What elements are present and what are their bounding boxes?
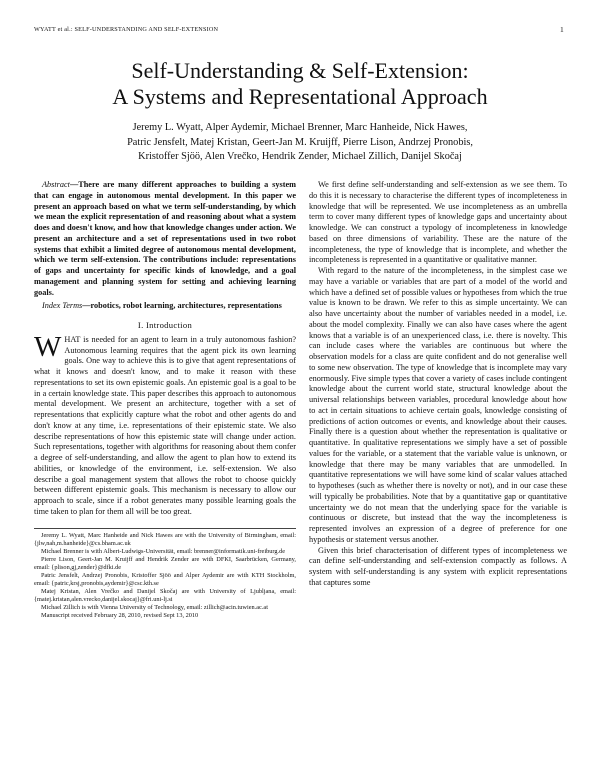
index-terms [34,301,296,312]
footnote: Patric Jensfelt, Andrzej Pronobis, Kristoffer Sjöö and Alper Aydemir are with KTH Stockholm, email: {patric,krsj,pronobis,aydemir}@csc.kth.se [34,571,296,588]
drop-cap: W [34,330,62,363]
footnote: Michael Zillich is with Vienna University of Technology, email: zillich@acin.tuwien.ac.at [41,604,268,612]
section-heading: I. Introduction [137,320,193,330]
footnote: Jeremy L. Wyatt, Marc Hanheide and Nick Hawes are with the University of Birmingham, email: {jlw,nah,m.hanheide}@cs.bham.ac.uk [34,531,296,547]
body-paragraph: Given this brief characterisation of different types of incompleteness we can define self-understanding and self-extension compactly as follows. A system with self-understanding is any system with explicit representations that captures some [309,545,567,587]
footnote: Matej Kristan, Alen Vrečko and Danijel Skočaj are with University of Ljubljana, email: {matej.kristan,alen.vrecko,danijel.skocaj}@fri.uni-lj.si [34,588,296,604]
paper-title-line-1: Self-Understanding & Self-Extension: [131,58,469,83]
intro-paragraph [34,330,296,518]
index-terms-text: —robotics, robot learning, architectures, representations [82,301,282,311]
paper-title-line-2: A Systems and Representational Approach [112,84,488,109]
footnote: Manuscript received February 28, 2010, revised Sept 13, 2010 [41,612,199,620]
abstract-text: —There are many different approaches to building a system that can engage in autonomous mental development. In this paper we present an approach based on what we term self-understanding, by which we mean the explicit representation of and reasoning about what a system does and doesn't know, and how that knowledge changes under action. We present an architecture and a set of representations used in two robot systems that exhibit a limited degree of autonomous mental development, which we term self-extension. The contributions include: representations of gaps and uncertainty for specific kinds of knowledge, and a goal management and planning system for setting and achieving learning goals. [34,180,296,297]
footnotes [34,528,296,621]
author-line: Jeremy L. Wyatt, Alper Aydemir, Michael Brenner, Marc Hanheide, Nick Hawes, [132,122,468,133]
intro-text: HAT is needed for an agent to learn in a truly autonomous fashion? Autonomous learning requires that the agent pick its own learning goals. One way to achieve this is to give that agent representations of what it knows and doesn't know, and to make it reason with these representations to set its own epistemic goals. An epistemic goal is a goal to be in a certain knowledge state. This paper describes this approach to autonomous mental development. We present an architecture, together with a set of representations that explicitly capture what the robot and other agents do and don't know at any time, i.e. representations of their epistemic state. We also describe representations of how this epistemic state will change under action. Such representations, together with algorithms for reasoning about them confer a degree of self-understanding, and allow the agent to plan how to extend its abilities, or knowledge of the environment, i.e. self-extension. We also describe a goal management system that allows the robot to choose quickly between different epistemic goals. This mechanism is necessary to allow our approach to scale, since if a robot generates many possible learning goals the time taken to plan for them all will be too great. [34,334,296,516]
running-head: WYATT et al.: SELF-UNDERSTANDING AND SELF-EXTENSION [34,26,219,33]
body-paragraph: We first define self-understanding and self-extension as we see them. To do this it is necessary to characterise the different types of incompleteness in knowledge that will be represented. We use incompleteness as an umbrella term to cover many different types of knowledge gaps and uncertainty about knowledge. We can construct a typology of incompleteness in knowledge based on three dimensions of variability. These are the nature of the incompleteness, the type of knowledge that is incomplete, and whether the incompleteness is represented in a quantitative or qualitative manner. [309,180,567,265]
left-column [34,180,296,621]
author-line: Patric Jensfelt, Matej Kristan, Geert-Jan M. Kruijff, Pierre Lison, Andrzej Pronobis, [127,136,473,148]
author-list [40,121,560,165]
index-terms-label: Index Terms [42,301,83,311]
footnote: Pierre Lison, Geert-Jan M. Kruijff and Hendrik Zender are with DFKI, Saarbrücken, Germany, email: {plison,gj,zender}@dfki.de [34,555,296,571]
abstract [34,180,296,298]
right-column [309,180,567,589]
page-number: 1 [560,25,564,34]
abstract-label: Abstract [42,180,70,189]
body-paragraph: With regard to the nature of the incompleteness, in the simplest case we may have a variable or variables that are part of a model of the world and which have a defined set of possible values or hypotheses from which the true value is known to be drawn. We refer to this as simple uncertainty. We can also have uncertainty about the number of variables needed in a model, i.e. about the model complexity. Finally we can also have cases where the agent knows that a variable is of an unexperienced class, i.e. there is novelty. This can include cases where the variables are continuous but where the observation models for a class are quite confident and do not generalise well to some new observation. The type of knowledge that is incomplete may vary enormously. Five simple types that cover a variety of cases include contingent knowledge about the current world state, structural knowledge about the universal relationships between variables, procedural knowledge about how to act in certain situations to achieve certain goals, knowledge consisting of predictions of action outcomes or events, and knowledge about their causes. Finally there is a question about whether the representation is qualitative or quantitative. In qualitative representations we simply have a set of possible values for the variable, or a statement that the variable value is unknown, or knowledge that there may be many variables that are unmodelled. In quantitative representations we will have some kind of scalar values attached to hypotheses (such as whether there is novelty or not), and in our case these will typically be probabilities. Note that by a quantitative gap or quantitative uncertainty we do not mean that the underlying space for the variable is continuous or discrete, but instead that the way the incompleteness is represented involves an expression of a degree of preference for one hypothesis or statement versus another. [309,266,567,544]
author-line: Kristoffer Sjöö, Alen Vrečko, Hendrik Zender, Michael Zillich, Danijel Skočaj [138,151,462,162]
footnote: Michael Brenner is with Albert-Ludwigs-Universität, email: brenner@informatik.uni-freiburg.de [41,547,286,555]
